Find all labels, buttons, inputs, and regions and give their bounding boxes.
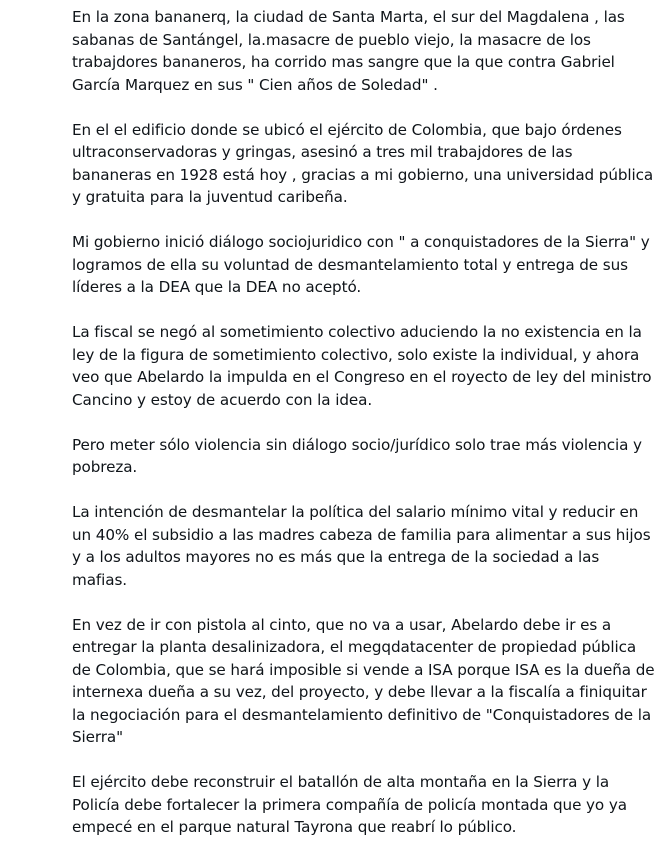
post-text-body: [72, 6, 656, 861]
post-paragraph-3: Mi gobierno inició diálogo sociojuridico con " a conquistadores de la Sierra" y logramos de ella su voluntad de desmantelamiento total y entrega de sus líderes a la DEA que la DEA no aceptó.: [72, 233, 650, 296]
post-paragraph-4: La fiscal se negó al sometimiento colectivo aduciendo la no existencia en la ley de la figura de sometimiento colectivo, solo existe la individual, y ahora veo que Abelardo la impulda en el Congreso en el royecto de ley del ministro Cancino y estoy de acuerdo con la idea.: [72, 323, 652, 409]
post-paragraph-6: La intención de desmantelar la política del salario mínimo vital y reducir en un 40% el subsidio a las madres cabeza de familia para alimentar a sus hijos y a los adultos mayores no es más que la entrega de la sociedad a las mafias.: [72, 503, 651, 589]
post-paragraph-2: En el el edificio donde se ubicó el ejército de Colombia, que bajo órdenes ultraconservadoras y gringas, asesinó a tres mil trabajdores de las bananeras en 1928 está hoy , gracias a mi gobierno, una universidad pública y gratuita para la juventud caribeña.: [72, 120, 654, 206]
post-paragraph-8: El ejército debe reconstruir el batallón de alta montaña en la Sierra y la Policía debe fortalecer la primera compañía de policía montada que yo ya empecé en el parque natural Tayrona que reabrí lo público.: [72, 773, 627, 836]
post-paragraph-7: En vez de ir con pistola al cinto, que no va a usar, Abelardo debe ir es a entregar la planta desalinizadora, el megqdatacenter de propiedad pública de Colombia, que se hará imposible si vende a ISA porque ISA es la dueña de internexa dueña a su vez, del proyecto, y debe llevar a la fiscalía a finiquitar la negociación para el desmantelamiento definitivo de "Conquistadores de la Sierra": [72, 615, 655, 746]
post-paragraph-5: Pero meter sólo violencia sin diálogo socio/jurídico solo trae más violencia y pobreza.: [72, 435, 642, 476]
post-paragraph-1: En la zona bananerq, la ciudad de Santa Marta, el sur del Magdalena , las sabanas de Santángel, la.masacre de pueblo viejo, la masacre de los trabajdores bananeros, ha corrido mas sangre que la que contra Gabriel García Marquez en sus " Cien años de Soledad" .: [72, 8, 625, 94]
